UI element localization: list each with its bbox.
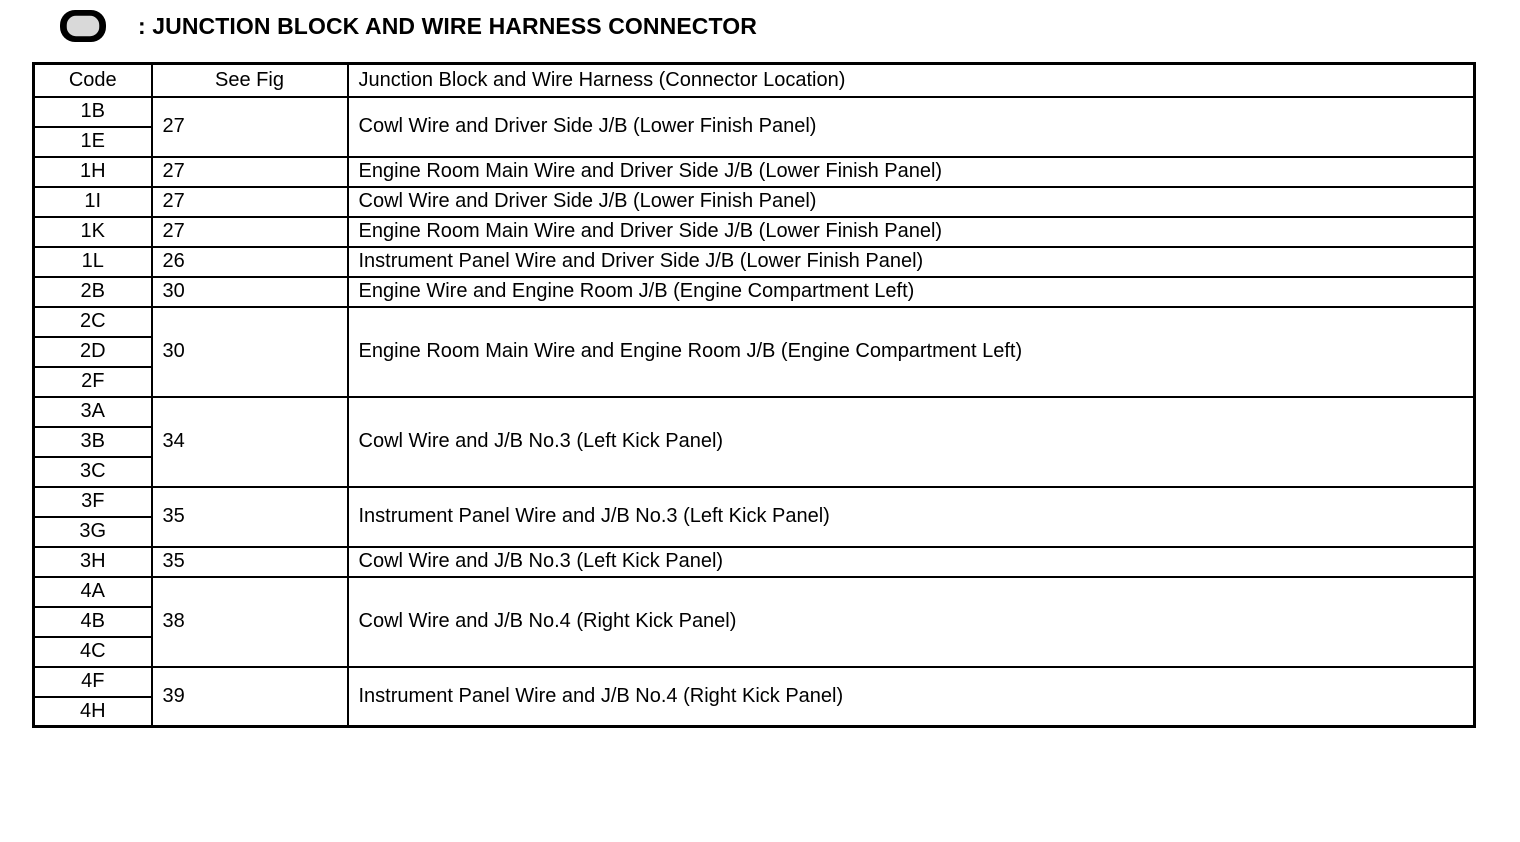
table-row: [34, 187, 1475, 217]
fig-cell: 27: [152, 97, 348, 157]
code-cell: 1H: [34, 157, 152, 187]
code-cell: 1L: [34, 247, 152, 277]
table-row: [34, 277, 1475, 307]
code-cell: 1E: [34, 127, 152, 157]
fig-cell: 38: [152, 577, 348, 667]
code-cell: 1B: [34, 97, 152, 127]
code-cell: 2F: [34, 367, 152, 397]
table-row: [34, 397, 1475, 427]
table-row: [34, 97, 1475, 127]
code-cell: 3H: [34, 547, 152, 577]
location-cell: Engine Wire and Engine Room J/B (Engine Compartment Left): [348, 277, 1475, 307]
location-cell: Engine Room Main Wire and Engine Room J/B (Engine Compartment Left): [348, 307, 1475, 397]
fig-cell: 26: [152, 247, 348, 277]
column-header-location: Junction Block and Wire Harness (Connector Location): [348, 64, 1475, 97]
location-cell: Engine Room Main Wire and Driver Side J/B (Lower Finish Panel): [348, 157, 1475, 187]
location-cell: Cowl Wire and J/B No.3 (Left Kick Panel): [348, 547, 1475, 577]
table-row: [34, 487, 1475, 517]
code-cell: 3A: [34, 397, 152, 427]
fig-cell: 35: [152, 487, 348, 547]
fig-cell: 30: [152, 277, 348, 307]
table-header-row: [34, 64, 1475, 97]
fig-cell: 34: [152, 397, 348, 487]
fig-cell: 27: [152, 217, 348, 247]
table-row: [34, 217, 1475, 247]
table-row: [34, 247, 1475, 277]
code-cell: 2D: [34, 337, 152, 367]
code-cell: 3G: [34, 517, 152, 547]
code-cell: 2B: [34, 277, 152, 307]
junction-block-table: [32, 62, 1476, 728]
fig-cell: 30: [152, 307, 348, 397]
fig-cell: 35: [152, 547, 348, 577]
table-row: [34, 667, 1475, 697]
fig-cell: 39: [152, 667, 348, 727]
code-cell: 4C: [34, 637, 152, 667]
code-cell: 4A: [34, 577, 152, 607]
location-cell: Engine Room Main Wire and Driver Side J/B (Lower Finish Panel): [348, 217, 1475, 247]
location-cell: Instrument Panel Wire and J/B No.4 (Right Kick Panel): [348, 667, 1475, 727]
table-row: [34, 307, 1475, 337]
code-cell: 3C: [34, 457, 152, 487]
location-cell: Cowl Wire and Driver Side J/B (Lower Finish Panel): [348, 187, 1475, 217]
location-cell: Instrument Panel Wire and J/B No.3 (Left Kick Panel): [348, 487, 1475, 547]
page-title: : JUNCTION BLOCK AND WIRE HARNESS CONNECTOR: [138, 12, 757, 39]
code-cell: 4F: [34, 667, 152, 697]
table-row: [34, 577, 1475, 607]
code-cell: 2C: [34, 307, 152, 337]
location-cell: Instrument Panel Wire and Driver Side J/B (Lower Finish Panel): [348, 247, 1475, 277]
code-cell: 3F: [34, 487, 152, 517]
location-cell: Cowl Wire and Driver Side J/B (Lower Finish Panel): [348, 97, 1475, 157]
fig-cell: 27: [152, 157, 348, 187]
location-cell: Cowl Wire and J/B No.4 (Right Kick Panel): [348, 577, 1475, 667]
column-header-fig: See Fig: [152, 64, 348, 97]
code-cell: 4B: [34, 607, 152, 637]
code-cell: 3B: [34, 427, 152, 457]
location-cell: Cowl Wire and J/B No.3 (Left Kick Panel): [348, 397, 1475, 487]
code-cell: 4H: [34, 697, 152, 727]
column-header-code: Code: [34, 64, 152, 97]
table-body: [34, 97, 1475, 727]
fig-cell: 27: [152, 187, 348, 217]
code-cell: 1I: [34, 187, 152, 217]
code-cell: 1K: [34, 217, 152, 247]
table-row: [34, 547, 1475, 577]
table-row: [34, 157, 1475, 187]
junction-block-icon: [58, 8, 108, 44]
page-header: [58, 6, 757, 46]
